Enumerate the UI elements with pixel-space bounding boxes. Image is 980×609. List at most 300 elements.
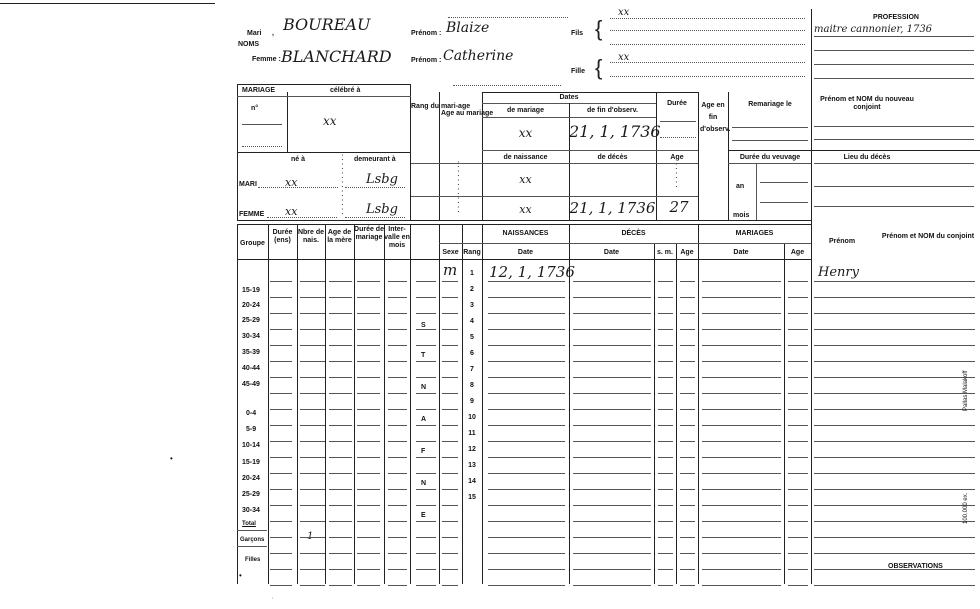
- row-line: [388, 489, 407, 490]
- row-line: [300, 409, 325, 410]
- row-line: [270, 361, 292, 362]
- row-line: [270, 281, 292, 282]
- row-line: [357, 297, 380, 298]
- row-line: [270, 425, 292, 426]
- row-line: [357, 521, 380, 522]
- noms-label: NOMS: [238, 41, 259, 48]
- row-line: [357, 553, 380, 554]
- row-line: [300, 425, 325, 426]
- row-line: [702, 329, 781, 330]
- row-line: [702, 457, 781, 458]
- row-line: [416, 585, 436, 586]
- naissance-label: de naissance: [503, 154, 548, 161]
- row-line: [329, 585, 352, 586]
- row-line: [658, 377, 673, 378]
- row-line: [300, 393, 325, 394]
- filles-label: Fille: [571, 68, 586, 75]
- row-line: [300, 537, 325, 538]
- row-line: [814, 441, 975, 442]
- row-line: [658, 313, 673, 314]
- row-line: [300, 553, 325, 554]
- child-1-sexe: m: [443, 261, 458, 279]
- stray-mark: •: [170, 454, 173, 463]
- garcons-label: Garçons: [240, 537, 265, 543]
- row-line: [329, 329, 352, 330]
- femme-label: Femme :: [252, 56, 281, 63]
- rank: 9: [470, 398, 474, 405]
- row-line: [488, 297, 565, 298]
- row-line: [357, 457, 380, 458]
- row-line: [680, 409, 695, 410]
- rank: 10: [468, 414, 476, 421]
- row-line: [388, 537, 407, 538]
- row-line: [702, 473, 781, 474]
- age-label2: Age: [670, 154, 684, 161]
- duree-veuvage-label: Durée du veuvage: [739, 154, 801, 161]
- row-line: [388, 441, 407, 442]
- row-line: [416, 281, 436, 282]
- mois-label: mois: [733, 212, 750, 219]
- row-line: [357, 345, 380, 346]
- row-line: [702, 297, 781, 298]
- rank: 5: [470, 334, 474, 341]
- row-line: [357, 313, 380, 314]
- mari-row-label: MARI: [239, 181, 257, 188]
- fils-label: Fils: [571, 30, 584, 37]
- duree-mariage-header: Durée de mariage: [354, 226, 384, 241]
- row-line: [488, 505, 565, 506]
- row-line: [814, 473, 975, 474]
- sm-header: s. m.: [657, 249, 673, 256]
- row-line: [388, 345, 407, 346]
- rank: 12: [468, 446, 476, 453]
- row-line: [300, 313, 325, 314]
- row-line: [702, 377, 781, 378]
- group-label: 30-34: [242, 333, 260, 340]
- row-line: [702, 393, 781, 394]
- row-line: [573, 393, 651, 394]
- row-line: [442, 425, 458, 426]
- mariage-no-value: xx: [323, 114, 337, 128]
- row-line: [658, 553, 673, 554]
- row-line: [329, 457, 352, 458]
- duree-ens-header: Durée (ens): [272, 229, 293, 244]
- row-line: [442, 345, 458, 346]
- row-line: [680, 505, 695, 506]
- group-label: 30-34: [242, 507, 260, 514]
- femme-name: BLANCHARD: [281, 47, 392, 66]
- row-line: [814, 345, 975, 346]
- de-mariage-value: xx: [518, 126, 533, 140]
- row-line: [388, 377, 407, 378]
- row-line: [416, 473, 436, 474]
- row-line: [270, 345, 292, 346]
- row-line: [658, 569, 673, 570]
- row-line: [488, 489, 565, 490]
- vertical-letter: E: [421, 512, 426, 519]
- row-line: [300, 473, 325, 474]
- row-line: [270, 441, 292, 442]
- row-line: [442, 313, 458, 314]
- groupe-header: Groupe: [240, 240, 265, 247]
- row-line: [442, 569, 458, 570]
- row-line: [702, 313, 781, 314]
- row-line: [442, 553, 458, 554]
- row-line: [573, 537, 651, 538]
- row-line: [270, 377, 292, 378]
- femme-dem-value: Lsbg: [366, 202, 398, 217]
- row-line: [442, 473, 458, 474]
- row-line: [357, 505, 380, 506]
- row-line: [388, 553, 407, 554]
- row-line: [357, 441, 380, 442]
- ne-a-label: né à: [291, 156, 306, 163]
- row-line: [416, 569, 436, 570]
- row-line: [573, 553, 651, 554]
- vertical-letter: N: [421, 384, 427, 391]
- row-line: [329, 297, 352, 298]
- row-line: [488, 553, 565, 554]
- row-line: [357, 569, 380, 570]
- row-line: [300, 377, 325, 378]
- row-line: [658, 489, 673, 490]
- row-line: [573, 377, 651, 378]
- rank: 13: [468, 462, 476, 469]
- row-line: [416, 409, 436, 410]
- row-line: [357, 473, 380, 474]
- mari-ne-value: xx: [285, 176, 298, 189]
- row-line: [788, 473, 808, 474]
- row-line: [442, 329, 458, 330]
- row-line: [658, 425, 673, 426]
- total-label: Total: [242, 521, 256, 527]
- naissances-header: NAISSANCES: [502, 230, 549, 237]
- row-line: [814, 505, 975, 506]
- row-line: [573, 345, 651, 346]
- row-line: [442, 489, 458, 490]
- row-line: [357, 329, 380, 330]
- row-line: [329, 553, 352, 554]
- femme-prenom: Catherine: [443, 48, 514, 64]
- row-line: [388, 521, 407, 522]
- row-line: [329, 281, 352, 282]
- group-label: 20-24: [242, 302, 260, 309]
- row-line: [814, 313, 975, 314]
- deces-label: de décès: [597, 154, 628, 161]
- row-line: [814, 361, 975, 362]
- prenom-nom-conjoint-label: Prénom et NOM du nouveau conjoint: [820, 96, 914, 111]
- row-line: [357, 361, 380, 362]
- row-line: [788, 489, 808, 490]
- observations-label: OBSERVATIONS: [888, 563, 943, 570]
- row-line: [300, 329, 325, 330]
- row-line: [488, 521, 565, 522]
- row-line: [388, 569, 407, 570]
- group-label: 10-14: [242, 442, 260, 449]
- row-line: [814, 329, 975, 330]
- row-line: [788, 329, 808, 330]
- row-line: [680, 393, 695, 394]
- colon: ,: [272, 30, 274, 37]
- row-line: [814, 297, 975, 298]
- filles-label-row: Filles: [245, 557, 261, 563]
- row-line: [788, 409, 808, 410]
- row-line: [488, 409, 565, 410]
- row-line: [388, 425, 407, 426]
- row-line: [814, 553, 975, 554]
- row-line: [488, 585, 565, 586]
- row-line: [388, 329, 407, 330]
- age-mariage-label: Age au mariage: [441, 110, 494, 117]
- row-line: [442, 281, 458, 282]
- row-line: [300, 457, 325, 458]
- rank: 14: [468, 478, 476, 485]
- child-1-date: 12, 1, 1736: [489, 263, 575, 281]
- row-line: [488, 425, 565, 426]
- child-1-prenom: Henry: [818, 265, 859, 280]
- row-line: [788, 377, 808, 378]
- rank: 3: [470, 302, 474, 309]
- row-line: [329, 361, 352, 362]
- row-line: [416, 441, 436, 442]
- row-line: [488, 361, 565, 362]
- row-line: [573, 409, 651, 410]
- row-line: [488, 345, 565, 346]
- row-line: [488, 441, 565, 442]
- garcons-nbre: 1: [307, 531, 314, 542]
- mari-name: BOUREAU: [283, 15, 371, 34]
- row-line: [680, 361, 695, 362]
- group-label: 5-9: [246, 426, 257, 433]
- row-line: [788, 393, 808, 394]
- row-line: [573, 457, 651, 458]
- row-line: [702, 425, 781, 426]
- row-line: [658, 329, 673, 330]
- row-line: [680, 521, 695, 522]
- rang-label: Rang du mari-age: [411, 103, 471, 110]
- demeurant-label: demeurant à: [354, 156, 396, 163]
- row-line: [442, 377, 458, 378]
- row-line: [442, 457, 458, 458]
- lieu-deces-label: Lieu du décès: [843, 154, 891, 161]
- row-line: [814, 489, 975, 490]
- row-line: [357, 585, 380, 586]
- femme-age-value: 27: [669, 198, 689, 216]
- group-label: 25-29: [242, 317, 260, 324]
- row-line: [680, 585, 695, 586]
- row-line: [658, 441, 673, 442]
- group-label: 15-19: [242, 459, 260, 466]
- row-line: [680, 537, 695, 538]
- row-line: [416, 521, 436, 522]
- fin-observ-value: 21, 1, 1736: [569, 122, 661, 141]
- row-line: [416, 297, 436, 298]
- row-line: [270, 489, 292, 490]
- row-line: [573, 297, 651, 298]
- profession-value: maitre cannonier, 1736: [814, 24, 933, 35]
- row-line: [270, 457, 292, 458]
- row-line: [416, 553, 436, 554]
- row-line: [702, 505, 781, 506]
- row-line: [702, 521, 781, 522]
- row-line: [573, 281, 651, 282]
- row-line: [658, 473, 673, 474]
- de-mariage-label: de mariage: [507, 107, 544, 114]
- row-line: [814, 281, 975, 282]
- sexe-header: Sexe: [442, 249, 459, 256]
- row-line: [329, 393, 352, 394]
- group-label: 45-49: [242, 381, 260, 388]
- row-line: [788, 521, 808, 522]
- row-line: [658, 585, 673, 586]
- row-line: [329, 505, 352, 506]
- row-line: [658, 281, 673, 282]
- rank: 7: [470, 366, 474, 373]
- femme-ne-value: xx: [285, 205, 298, 218]
- row-line: [658, 457, 673, 458]
- row-line: [388, 281, 407, 282]
- row-line: [329, 345, 352, 346]
- row-line: [702, 409, 781, 410]
- row-line: [680, 377, 695, 378]
- row-line: [270, 521, 292, 522]
- row-line: [788, 297, 808, 298]
- rank: 15: [468, 494, 476, 501]
- row-line: [702, 585, 781, 586]
- row-line: [270, 505, 292, 506]
- row-line: [416, 377, 436, 378]
- row-line: [416, 313, 436, 314]
- row-line: [814, 457, 975, 458]
- row-line: [329, 537, 352, 538]
- row-line: [658, 537, 673, 538]
- vertical-letter: F: [421, 448, 426, 455]
- row-line: [788, 281, 808, 282]
- row-line: [416, 505, 436, 506]
- rank: 6: [470, 350, 474, 357]
- vertical-letter: S: [421, 322, 426, 329]
- row-line: [573, 313, 651, 314]
- row-line: [357, 409, 380, 410]
- mari-prenom-label: Prénom :: [411, 30, 442, 37]
- row-line: [788, 457, 808, 458]
- rang-header: Rang: [463, 249, 481, 256]
- row-line: [442, 585, 458, 586]
- group-label: 40-44: [242, 365, 260, 372]
- row-line: [416, 537, 436, 538]
- row-line: [488, 537, 565, 538]
- row-line: [300, 281, 325, 282]
- row-line: [357, 377, 380, 378]
- row-line: [573, 505, 651, 506]
- femme-row-label: FEMME: [239, 211, 265, 218]
- row-line: [442, 297, 458, 298]
- rank: 4: [470, 318, 474, 325]
- row-line: [658, 361, 673, 362]
- row-line: [300, 505, 325, 506]
- row-line: [388, 457, 407, 458]
- row-line: [442, 521, 458, 522]
- row-line: [573, 489, 651, 490]
- row-line: [270, 297, 292, 298]
- top-rule: [0, 3, 215, 4]
- row-line: [442, 537, 458, 538]
- nbre-header: Nbre de nais.: [297, 229, 325, 244]
- printer-mark: Pallas Malakoff: [963, 370, 969, 411]
- row-line: [416, 489, 436, 490]
- row-line: [300, 361, 325, 362]
- row-line: [329, 409, 352, 410]
- femme-deces-value: 21, 1, 1736: [569, 199, 656, 217]
- row-line: [270, 313, 292, 314]
- age-fin-label: Age en fin d'observ.: [700, 102, 731, 133]
- row-line: [788, 425, 808, 426]
- row-line: [300, 297, 325, 298]
- row-line: [270, 569, 292, 570]
- row-line: [388, 505, 407, 506]
- mari-naiss-value: xx: [519, 173, 532, 186]
- row-line: [329, 441, 352, 442]
- row-line: [270, 585, 292, 586]
- row-line: [658, 345, 673, 346]
- rank: 8: [470, 382, 474, 389]
- deces-date-header: Date: [603, 249, 620, 256]
- rank: 2: [470, 286, 474, 293]
- deces-age-header: Age: [680, 249, 694, 256]
- deces-header: DÉCÈS: [621, 230, 646, 237]
- row-line: [388, 393, 407, 394]
- row-line: [488, 329, 565, 330]
- row-line: [270, 537, 292, 538]
- row-line: [488, 377, 565, 378]
- femme-prenom-label: Prénom :: [411, 57, 442, 64]
- row-line: [416, 329, 436, 330]
- celebre-label: célébré à: [330, 87, 361, 94]
- row-line: [300, 345, 325, 346]
- dates-label: Dates: [559, 94, 579, 101]
- row-line: [270, 409, 292, 410]
- row-line: [573, 329, 651, 330]
- row-line: [416, 425, 436, 426]
- row-line: [702, 489, 781, 490]
- row-line: [702, 537, 781, 538]
- group-label: 25-29: [242, 491, 260, 498]
- row-line: [680, 457, 695, 458]
- row-line: [788, 345, 808, 346]
- row-line: [488, 473, 565, 474]
- row-line: [680, 281, 695, 282]
- row-line: [702, 281, 781, 282]
- row-line: [658, 393, 673, 394]
- fin-observ-label: de fin d'observ.: [587, 107, 638, 114]
- row-line: [702, 361, 781, 362]
- age-mere-header: Age de la mère: [327, 229, 352, 244]
- row-line: [357, 425, 380, 426]
- femme-naiss-value: xx: [519, 203, 532, 216]
- row-line: [788, 313, 808, 314]
- row-line: [388, 409, 407, 410]
- group-label: 0-4: [246, 410, 257, 417]
- mar-date-header: Date: [733, 249, 749, 256]
- row-line: [788, 537, 808, 538]
- row-line: [680, 313, 695, 314]
- row-line: [788, 441, 808, 442]
- row-line: [680, 441, 695, 442]
- row-line: [329, 489, 352, 490]
- row-line: [357, 537, 380, 538]
- row-line: [442, 505, 458, 506]
- row-line: [680, 569, 695, 570]
